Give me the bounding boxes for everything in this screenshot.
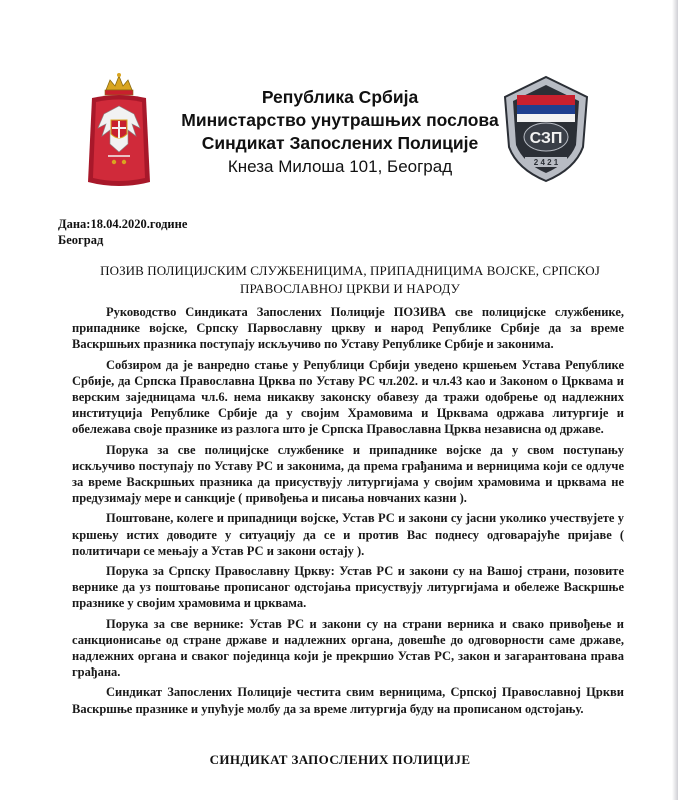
- paragraph: Руководство Синдиката Запослених Полиције ПОЗИВА све полицијске службенике, припаднике војске, Српску Парвославну цркву и народ Републике Србије да за време Васкршњих празника поступају искључиво по Уставу Републике Србије и законима.: [72, 305, 624, 352]
- paragraph: Порука за Српску Православну Цркву: Устав РС и закони су на Вашој страни, позовите вернике да уз поштовање прописаног одстојања присуствују литургијама и обележе Васкршње празнике у својим храмовима и црквама.: [72, 564, 624, 611]
- szp-badge-icon: [503, 75, 589, 183]
- document-date: Дана:18.04.2020.године: [58, 217, 188, 231]
- letterhead-text: [150, 86, 530, 178]
- document-title: [80, 262, 620, 298]
- badge-letters: СЗП: [529, 130, 563, 147]
- badge-numbers: 2 4 2 1: [533, 158, 559, 167]
- header-address: Кнеза Милоша 101, Београд: [227, 157, 453, 176]
- paragraph: Синдикат Запослених Полиције честита свим верницима, Српској Православној Цркви Васкршње празнике и упућује молбу да за време литургија буду на прописаном одстојању.: [72, 685, 624, 716]
- signature: СИНДИКАТ ЗАПОСЛЕНИХ ПОЛИЦИЈЕ: [209, 752, 471, 767]
- paragraph: Порука за све вернике: Устав РС и закони су на страни верника и свако привођење и санкционисање од стране државе и надлежних органа, довешће до одговорности саме државе, надлежних органа и сваког појединца који је прекршио Устав РС, закон и загарантована права грађана.: [72, 616, 624, 680]
- title-line-2: ПРАВОСЛАВНОЈ ЦРКВИ И НАРОДУ: [240, 281, 460, 296]
- header-union: Синдикат Запослених Полиције: [201, 133, 479, 153]
- paragraph: Поштоване, колеге и припадници војске, Устав РС и закони су јасни уколико учествујете у кршењу истих доводите у ситуацију да се и против Вас поднесу одговарајуће пријаве ( политичари се мењају а Устав РС и закони остају ).: [72, 511, 624, 558]
- serbia-coat-of-arms-icon: [84, 72, 154, 190]
- letterhead: [0, 0, 678, 200]
- header-ministry: Министарство унутрашњих послова: [181, 110, 499, 130]
- document-body: [72, 304, 624, 721]
- paragraph: Собзиром да је ванредно стање у Републици Србији уведено кршењем Устава Републике Србије, да Српска Православна Црква по Уставу РС чл.202. и чл.43 као и Законом о Црквама и верским заједницама чл.6. нема никакву законску обавезу да тражи одобрење од надлежних институција Републике Србије да у својим Храмовима и Црквама одржава литургије и обележава своје празнике из разлога што је Српска Православна Црква независна од државе.: [72, 357, 624, 437]
- document-meta: [58, 216, 187, 248]
- title-line-1: ПОЗИВ ПОЛИЦИЈСКИМ СЛУЖБЕНИЦИМА, ПРИПАДНИЦИМА ВОЈСКЕ, СРПСКОЈ: [100, 263, 600, 278]
- paragraph: Порука за све полицијске службенике и припаднике војске да у свом поступању искључиво поступају по Уставу РС и законима, да према грађанима и верницима који се одлуче за време Васкршњих празника да присуствују литургијама у својим храмовима и црквама не предузимају мере и санкције ( привођења и писања новчаних казни ).: [72, 442, 624, 506]
- document-city: Београд: [58, 233, 104, 247]
- header-country: Република Србија: [261, 87, 419, 107]
